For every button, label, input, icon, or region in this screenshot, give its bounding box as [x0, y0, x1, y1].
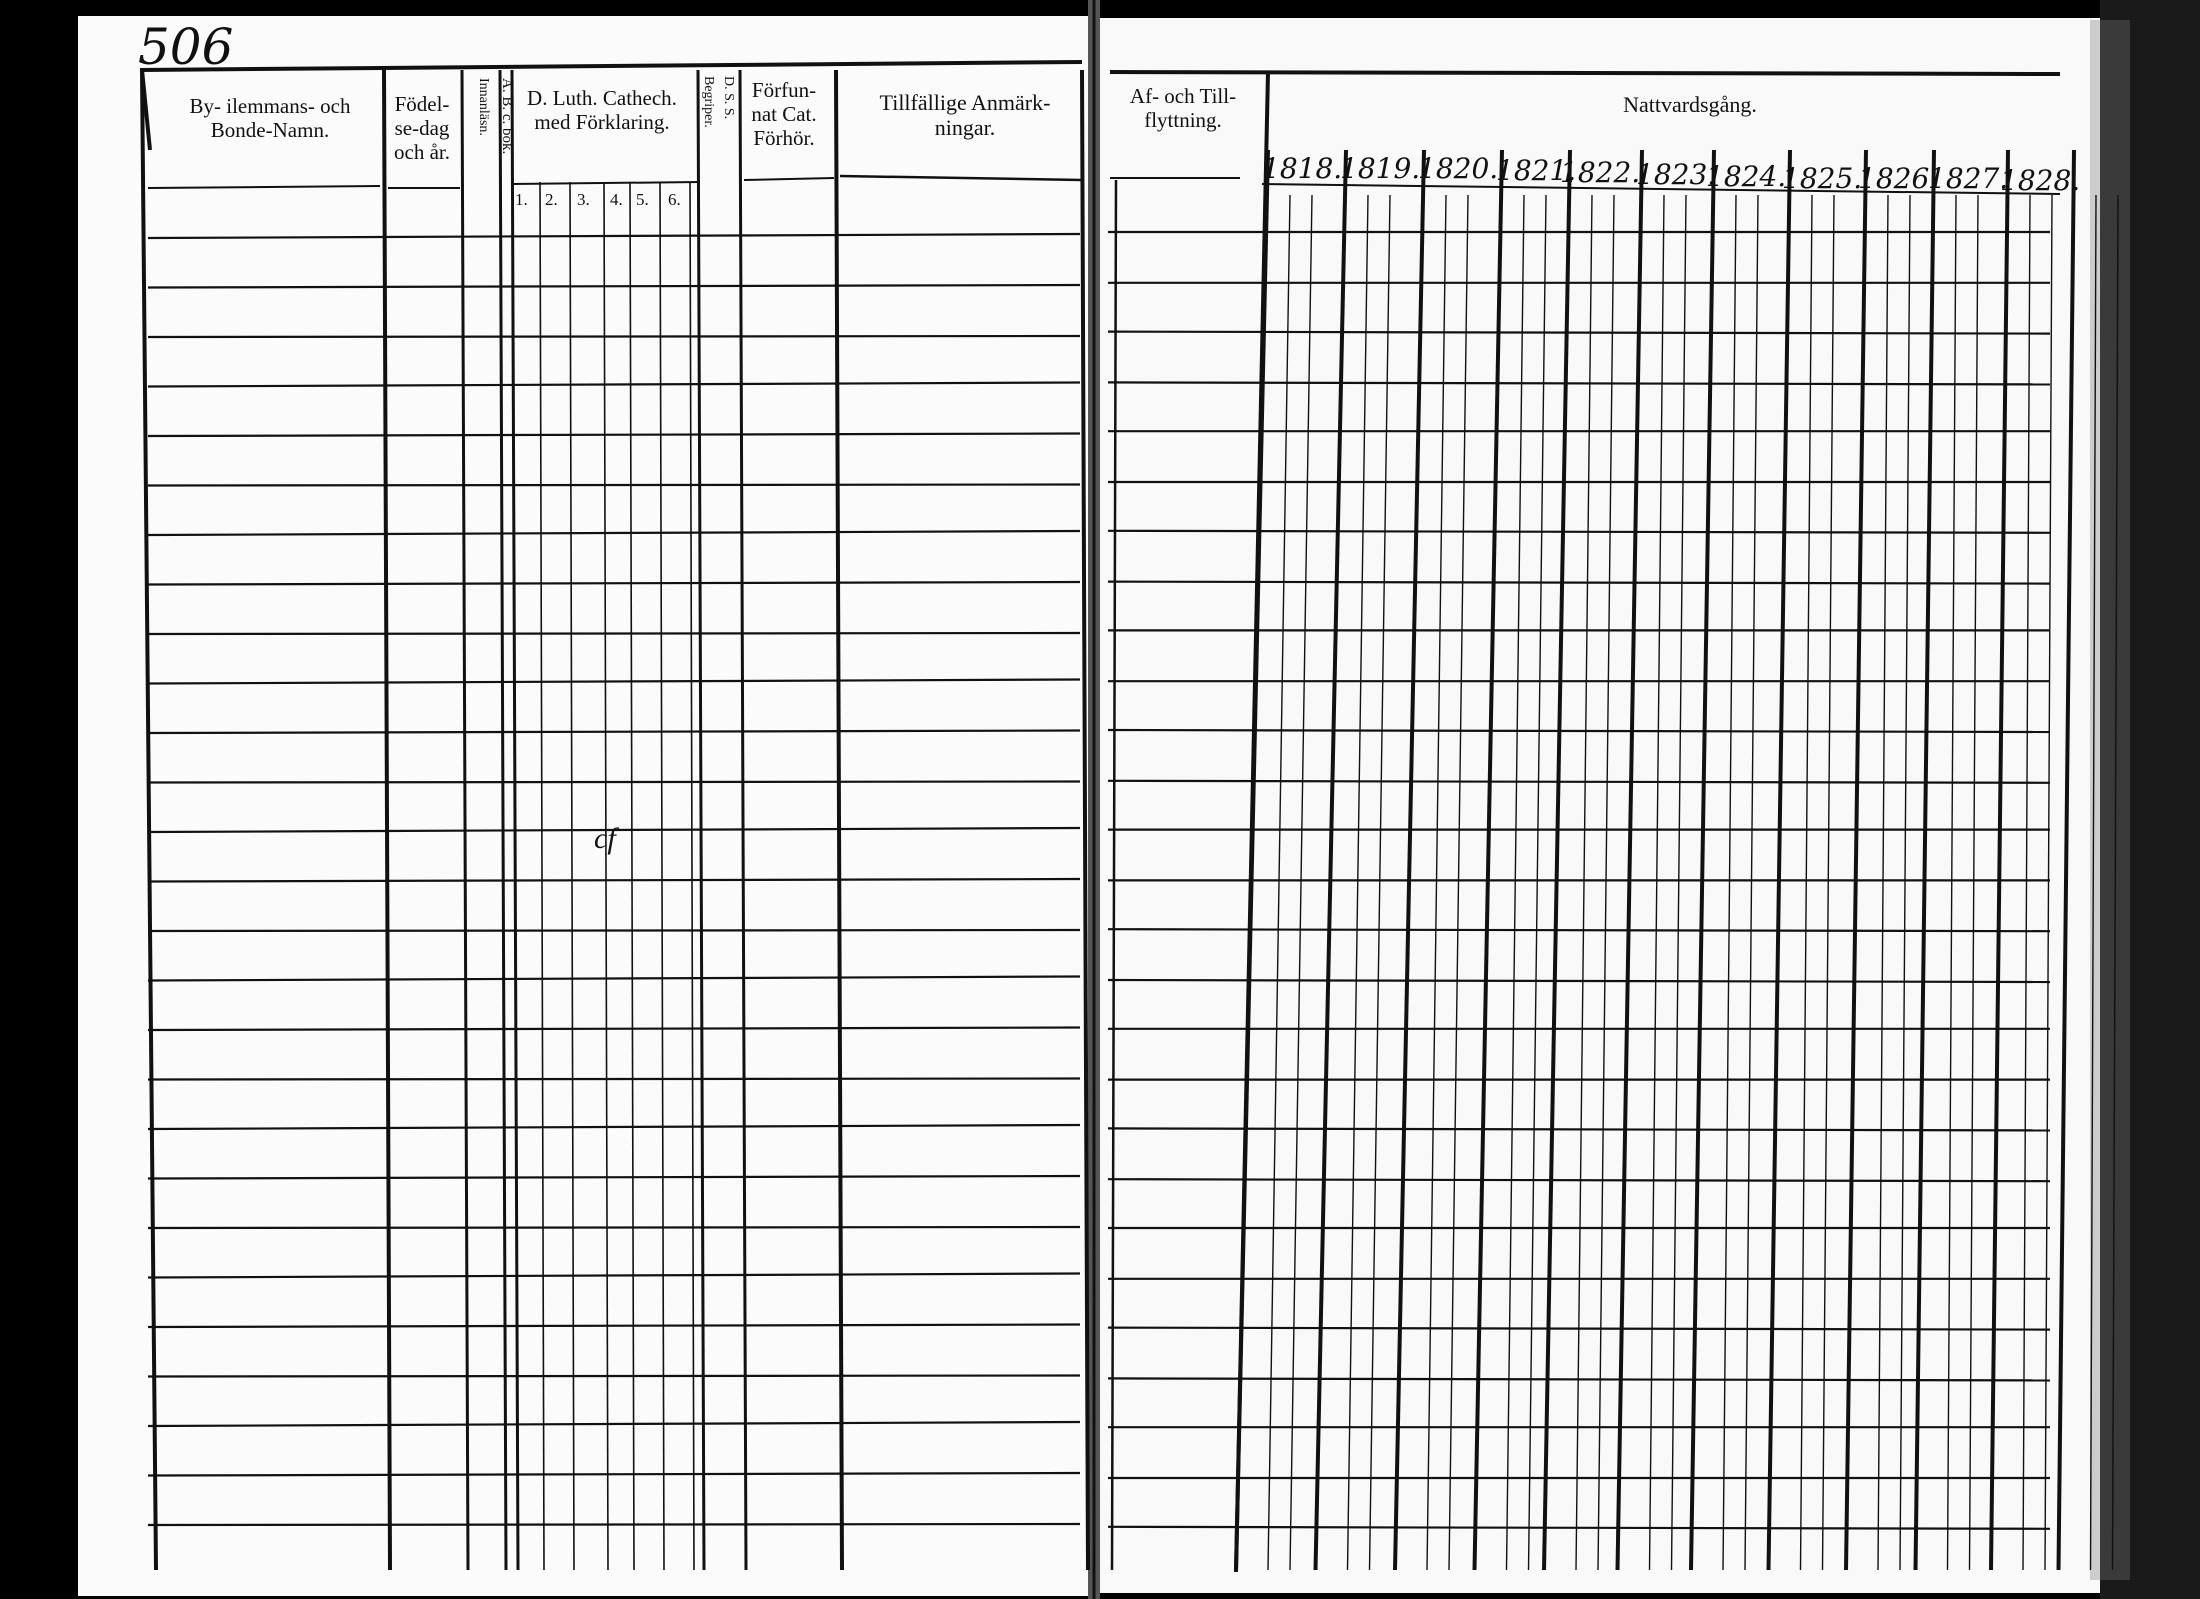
right-top-rule: [1110, 72, 2060, 74]
left-row-rule: [148, 1079, 1080, 1080]
left-row-rule: [148, 930, 1080, 931]
header-begriper: Begriper.: [701, 76, 716, 128]
year-1819: 1819.: [1340, 152, 1421, 185]
catechism-sub-6: 6.: [668, 190, 681, 209]
year-1820: 1820.: [1418, 152, 1499, 185]
left-row-rule: [148, 336, 1080, 337]
header-communion: Nattvardsgång.: [1623, 92, 1757, 117]
left-row-rule: [148, 485, 1080, 486]
header-moving: Af- och Till-flyttning.: [1129, 84, 1237, 133]
year-1822: 1822.: [1560, 156, 1641, 189]
year-1821: 1821.: [1496, 154, 1577, 187]
header-abc: A. B. c. bok.: [499, 78, 515, 155]
header-name: By- ilemmans- och Bonde-Namn.: [189, 94, 351, 143]
left-row-rule: [148, 633, 1080, 634]
header-ds: D. S. S.: [721, 76, 736, 120]
catechism-sub-5: 5.: [636, 190, 649, 209]
header-birth: Födel-se-dag och år.: [394, 92, 450, 165]
page-number: 506: [138, 18, 234, 76]
year-1823: 1823.: [1636, 158, 1717, 191]
year-1818: 1818.: [1262, 152, 1343, 185]
header-remarks: Tillfällige Anmärk-ningar.: [879, 90, 1051, 141]
header-catechism: D. Luth. Cathech. med Förklaring.: [527, 86, 677, 135]
catechism-sub-4: 4.: [610, 190, 623, 209]
left-row-rule: [148, 1376, 1080, 1377]
catechism-sub-3: 3.: [577, 190, 590, 209]
header-innanlasn: Innanläsn.: [476, 78, 491, 136]
year-1826: 1826.: [1858, 162, 1939, 195]
header-forfun: Förfun-nat Cat. Förhör.: [751, 78, 817, 151]
left-row-rule: [148, 1524, 1080, 1525]
catechism-sub-2: 2.: [545, 190, 558, 209]
left-page: [78, 16, 1098, 1596]
year-1824: 1824.: [1706, 160, 1787, 193]
year-1827: 1827.: [1928, 162, 2009, 195]
left-row-rule: [148, 1227, 1080, 1228]
handwritten-mark: cf: [594, 822, 616, 855]
catechism-sub-1: 1.: [515, 190, 528, 209]
left-row-rule: [148, 782, 1080, 783]
year-1828: 1828.: [2000, 164, 2081, 197]
year-1825: 1825.: [1782, 162, 1863, 195]
